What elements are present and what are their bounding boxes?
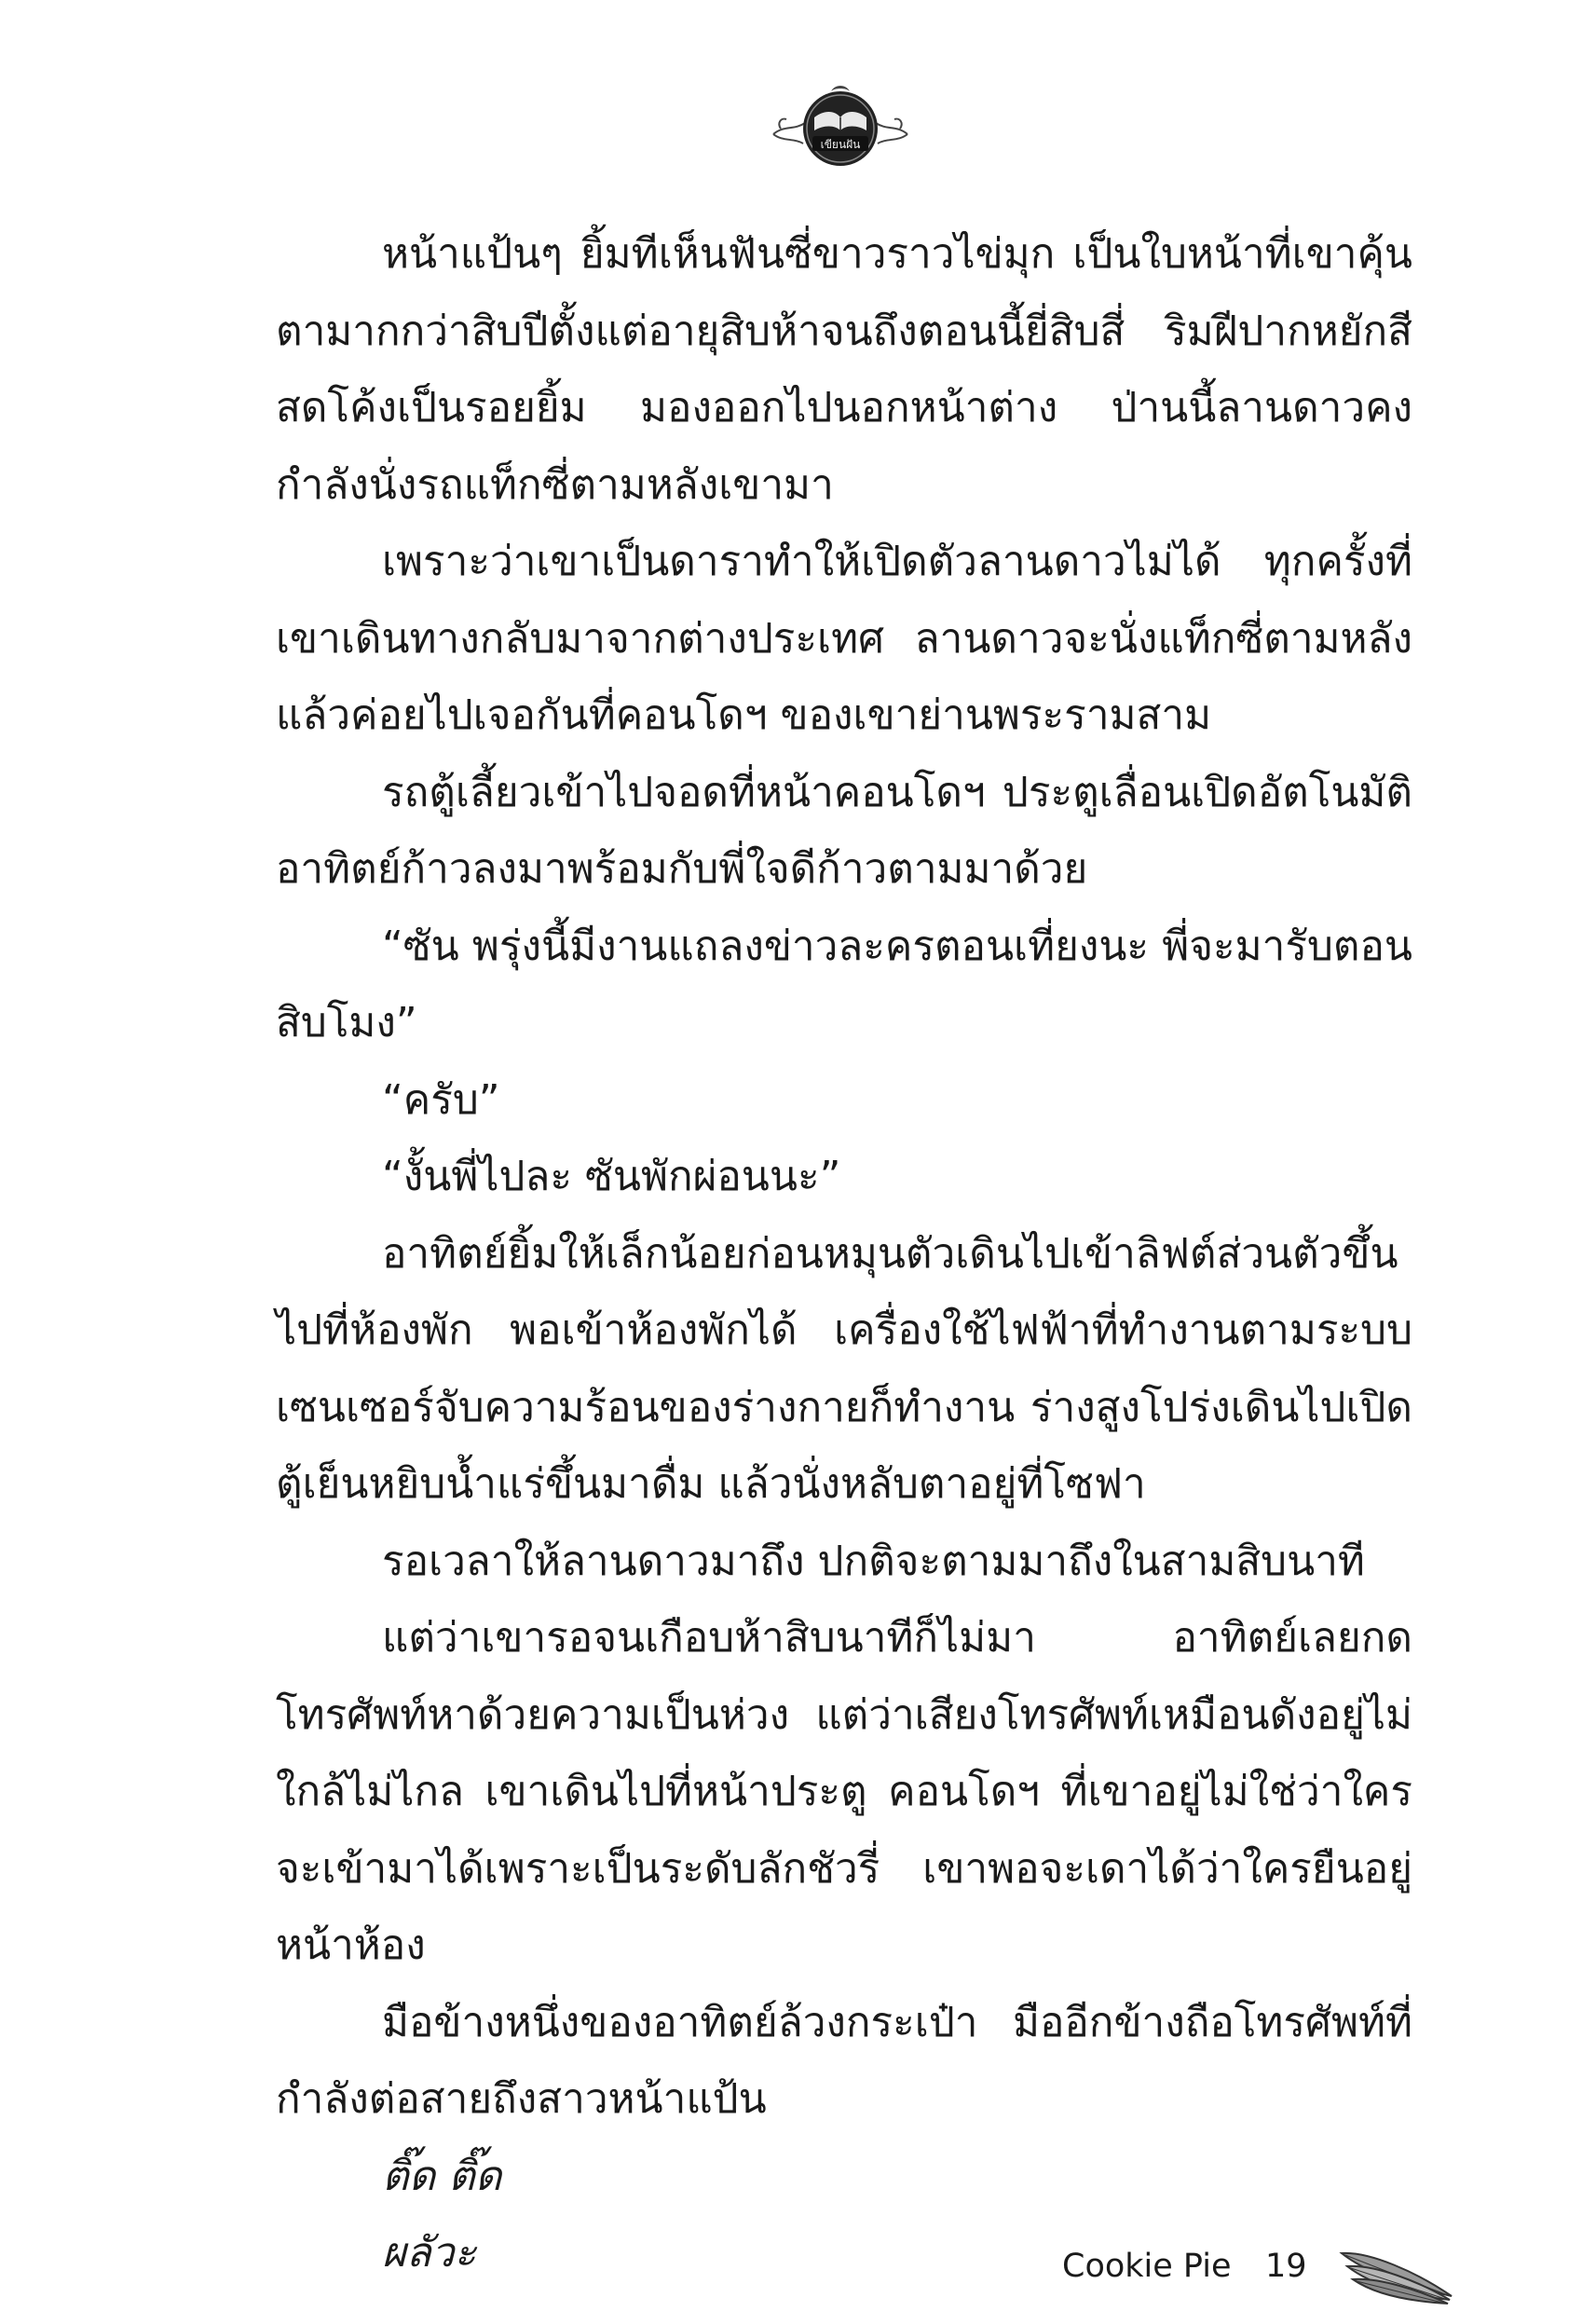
paragraph: “ครับ” <box>382 1075 500 1124</box>
feather-quills-icon <box>1332 2235 1463 2309</box>
ornamental-book-emblem-icon <box>757 76 924 179</box>
page-footer <box>1053 2246 1481 2311</box>
body-text <box>276 216 1412 2292</box>
paragraph: “ซัน พรุ่งนี้มีงานแถลงข่าวละครตอนเที่ยงนะ พี่จะมารับตอนสิบโมง” <box>276 922 1412 1046</box>
paragraph: รถตู้เลี้ยวเข้าไปจอดที่หน้าคอนโดฯ ประตูเลื่อนเปิดอัตโนมัติอาทิตย์ก้าวลงมาพร้อมกับพี่ใจดีก้าวตามมาด้วย <box>276 768 1412 893</box>
header-emblem <box>757 76 924 179</box>
paragraph: “งั้นพี่ไปละ ซันพักผ่อนนะ” <box>382 1153 841 1200</box>
footer-brand: Cookie Pie <box>1062 2248 1232 2285</box>
sound-effect-line: ติ๊ด ติ๊ด <box>382 2152 502 2200</box>
page-number: 19 <box>1265 2248 1307 2285</box>
emblem-text: เขียนฝัน <box>820 138 861 151</box>
paragraph: แต่ว่าเขารอจนเกือบห้าสิบนาทีก็ไม่มา อาทิตย์เลยกดโทรศัพท์หาด้วยความเป็นห่วง แต่ว่าเสียงโทรศัพท์เหมือนดังอยู่ไม่ใกล้ไม่ไกล เขาเดินไปที่หน้าประตู คอนโดฯ ที่เขาอยู่ไม่ใช่ว่าใครจะเข้ามาได้เพราะเป็นระดับลักชัวรี่ เขาพอจะเดาได้ว่าใครยืนอยู่หน้าห้อง <box>276 1614 1412 1969</box>
paragraph: เพราะว่าเขาเป็นดาราทำให้เปิดตัวลานดาวไม่ได้ ทุกครั้งที่เขาเดินทางกลับมาจากต่างประเทศ ลานดาวจะนั่งแท็กซี่ตามหลัง แล้วค่อยไปเจอกันที่คอนโดฯ ของเขาย่านพระรามสาม <box>276 538 1412 739</box>
paragraph: มือข้างหนึ่งของอาทิตย์ล้วงกระเป๋า มืออีกข้างถือโทรศัพท์ที่กำลังต่อสายถึงสาวหน้าแป้น <box>276 1998 1412 2123</box>
sound-effect-line: ผลัวะ <box>382 2229 477 2277</box>
paragraph: หน้าแป้นๆ ยิ้มทีเห็นฟันซี่ขาวราวไข่มุก เป็นใบหน้าที่เขาคุ้นตามากกว่าสิบปีตั้งแต่อายุสิบห้าจนถึงตอนนี้ยี่สิบสี่ ริมฝีปากหยักสีสดโค้งเป็นรอยยิ้ม มองออกไปนอกหน้าต่าง ป่านนี้ลานดาวคงกำลังนั่งรถแท็กซี่ตามหลังเขามา <box>276 230 1412 509</box>
paragraph: รอเวลาให้ลานดาวมาถึง ปกติจะตามมาถึงในสามสิบนาที <box>382 1537 1365 1585</box>
paragraph: อาทิตย์ยิ้มให้เล็กน้อยก่อนหมุนตัวเดินไปเข้าลิฟต์ส่วนตัวขึ้นไปที่ห้องพัก พอเข้าห้องพักได้ เครื่องใช้ไฟฟ้าที่ทำงานตามระบบเซนเซอร์จับความร้อนของร่างกายก็ทำงาน ร่างสูงโปร่งเดินไปเปิดตู้เย็นหยิบน้ำแร่ขึ้นมาดื่ม แล้วนั่งหลับตาอยู่ที่โซฟา <box>276 1229 1412 1508</box>
